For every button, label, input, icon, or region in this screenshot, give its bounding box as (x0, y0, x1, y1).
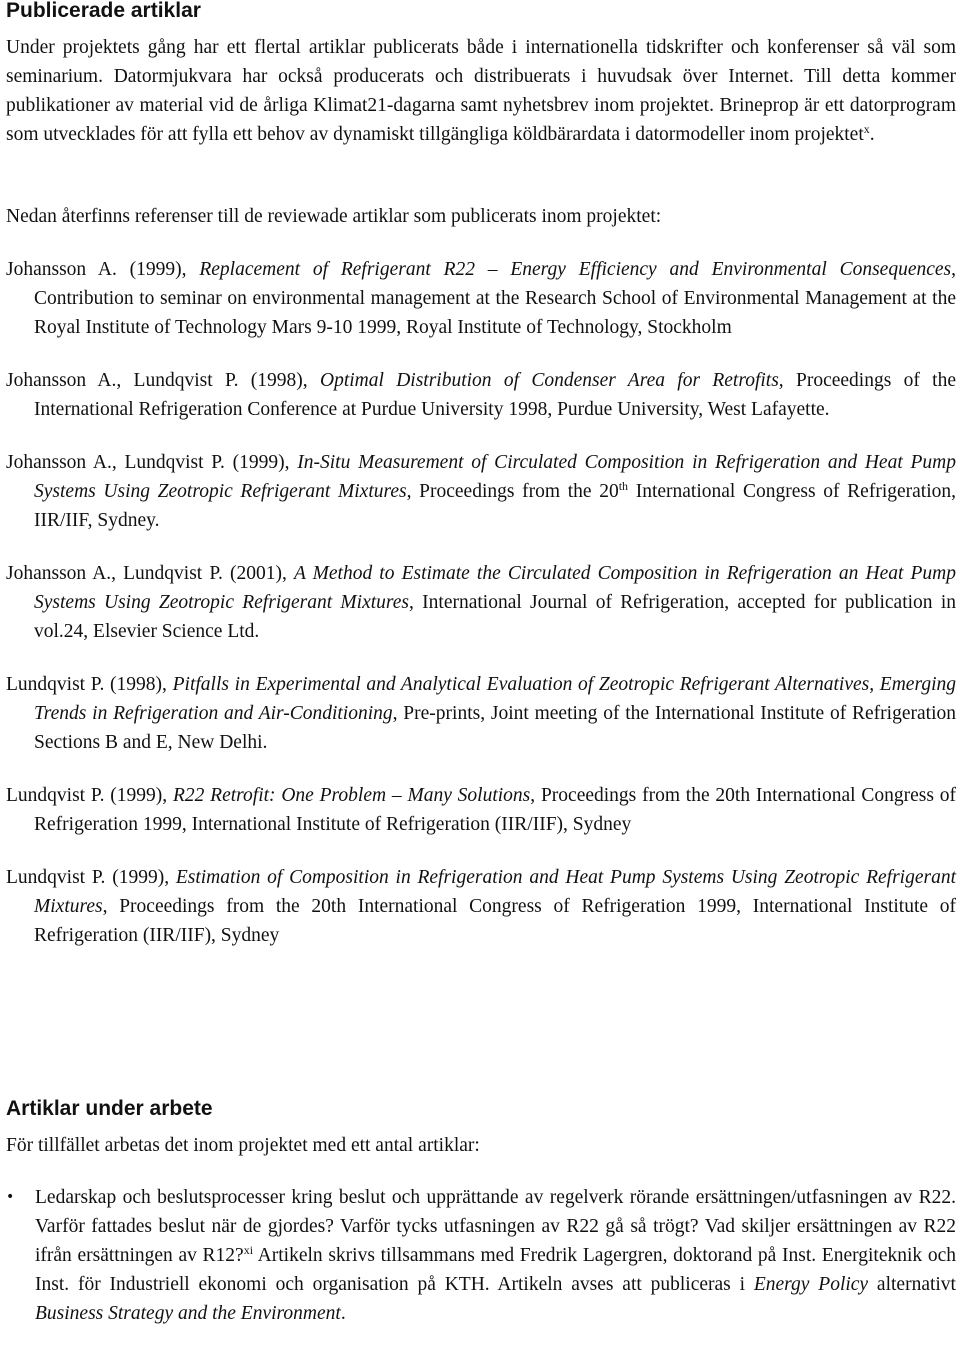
reference-title: Replacement of Refrigerant R22 – Energy Efficiency and Environmental Consequences (199, 259, 952, 280)
intro-text-end: . (869, 124, 875, 145)
reference-source: , Proceedings from the 20th International Congress of Refrigeration 1999, International Institute of Refrigeration (IIR/IIF), Sydney (34, 896, 956, 946)
bullet-text-end: . (340, 1303, 346, 1324)
bullet-icon: • (6, 1189, 15, 1205)
reference-title: A Method to Estimate the Circulated Composition in Refrigeration an Heat Pump Systems Using Zeotropic Refrigerant Mixtures (34, 563, 956, 613)
journal-name: Business Strategy and the Environment (35, 1303, 341, 1324)
footnote-marker: x (863, 122, 870, 136)
bullet-text-cont: Artikeln skrivs tillsammans med Fredrik Lagergren, doktorand på Inst. Energiteknik och Inst. för Industriell ekonomi och organisation på KTH. Artikeln avses att publiceras i (35, 1245, 956, 1295)
reference-author: Johansson A., Lundqvist P. (2001), (6, 563, 294, 584)
reference-source-end: International Congress of Refrigeration, IIR/IIF, Sydney. (34, 481, 956, 531)
intro-text: Under projektets gång har ett flertal artiklar publicerats både i internationella tidskrifter och konferenser så väl som seminarium. Datormjukvara har också producerats och distribuerats i huvudsak över Internet. Till detta kommer publikationer av material vid de årliga Klimat21-dagarna samt nyhetsbrev inom projektet. Brineprop är ett datorprogram som utvecklades för att fylla ett behov av dynamiskt tillgängliga köldbärardata i datormodeller inom projektet (6, 37, 956, 145)
journal-name: Energy Policy (753, 1274, 869, 1295)
reference-source: , Contribution to seminar on environmental management at the Research School of Environmental Management at the Royal Institute of Technology Mars 9-10 1999, Royal Institute of Technology, Stockholm (34, 259, 956, 338)
reference-title: Optimal Distribution of Condenser Area for Retrofits (319, 370, 779, 391)
reference-title: Pitfalls in Experimental and Analytical Evaluation of Zeotropic Refrigerant Alternatives, Emerging Trends in Refrigeration and Air-Conditioning (34, 674, 956, 724)
section-heading-in-progress: Artiklar under arbete (6, 1097, 213, 1120)
reference-source: , Proceedings of the International Refrigeration Conference at Purdue University 1998, Purdue University, West Lafayette. (34, 370, 956, 420)
section-heading-published: Publicerade artiklar (6, 0, 201, 22)
reference-title: In-Situ Measurement of Circulated Composition in Refrigeration and Heat Pump Systems Using Zeotropic Refrigerant Mixtures (34, 452, 957, 502)
reference-list (6, 255, 956, 974)
in-progress-intro: För tillfället arbetas det inom projektet med ett antal artiklar: (6, 1135, 480, 1156)
reference-source: , Proceedings from the 20th International Congress of Refrigeration 1999, International Institute of Refrigeration (IIR/IIF), Sydney (34, 785, 956, 835)
reference-title: R22 Retrofit: One Problem – Many Solutions (172, 785, 531, 806)
reference-item (6, 559, 956, 646)
list-item (6, 1183, 956, 1328)
reference-author: Lundqvist P. (1998), (6, 674, 173, 695)
bullet-text: Ledarskap och beslutsprocesser kring beslut och upprättande av regelverk rörande ersättningen/utfasningen av R22. Varför fattades beslut när de gjordes? Varför tycks utfasningen av R22 gå så trögt? Vad skiljer ersättningen av R22 ifrån ersättningen av R12? (35, 1187, 956, 1266)
reference-item (6, 863, 956, 950)
reference-source: , Pre-prints, Joint meeting of the International Institute of Refrigeration Sections B and E, New Delhi. (34, 703, 956, 753)
reference-author: Johansson A., Lundqvist P. (1999), (6, 452, 298, 473)
reference-item (6, 366, 956, 424)
reference-author: Johansson A. (1999), (6, 259, 200, 280)
reference-item (6, 448, 956, 535)
intro-paragraph (6, 33, 956, 149)
references-intro: Nedan återfinns referenser till de reviewade artiklar som publicerats inom projektet: (6, 206, 662, 227)
reference-author: Lundqvist P. (1999), (6, 785, 173, 806)
reference-item (6, 781, 956, 839)
in-progress-list (6, 1183, 956, 1328)
reference-author: Lundqvist P. (1999), (6, 867, 176, 888)
reference-source: , Proceedings from the 20 (406, 481, 619, 502)
reference-title: Estimation of Composition in Refrigeration and Heat Pump Systems Using Zeotropic Refrigerant Mixtures (34, 867, 956, 917)
reference-author: Johansson A., Lundqvist P. (1998), (6, 370, 320, 391)
bullet-text-cont: alternativt (868, 1274, 956, 1295)
reference-item (6, 255, 956, 342)
reference-item (6, 670, 956, 757)
reference-source: , International Journal of Refrigeration, accepted for publication in vol.24, Elsevier Science Ltd. (34, 592, 956, 642)
footnote-marker: xi (243, 1243, 254, 1257)
ordinal-superscript: th (618, 479, 629, 493)
